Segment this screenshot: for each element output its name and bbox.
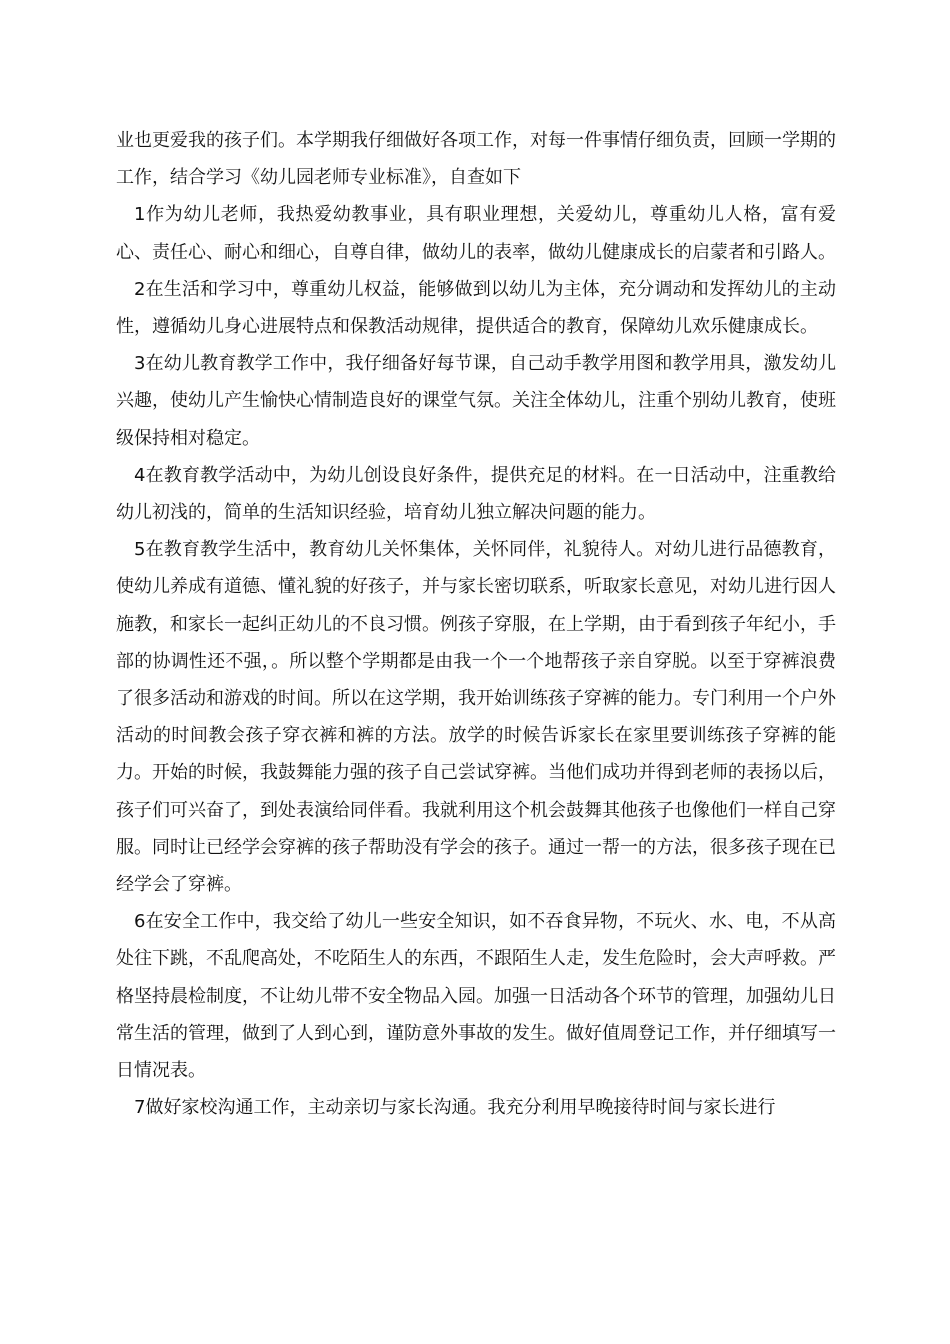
paragraph-continuation: 业也更爱我的孩子们。本学期我仔细做好各项工作，对每一件事情仔细负责，回顾一学期的工作，结合学习《幼儿园老师专业标准》，自查如下 <box>116 130 836 189</box>
paragraph-item-1: 1作为幼儿老师，我热爱幼教事业，具有职业理想，关爱幼儿，尊重幼儿人格，富有爱心、责任心、耐心和细心，自尊自律，做幼儿的表率，做幼儿健康成长的启蒙者和引路人。 <box>116 204 836 263</box>
paragraph-item-4: 4在教育教学活动中，为幼儿创设良好条件，提供充足的材料。在一日活动中，注重教给幼儿初浅的，简单的生活知识经验，培育幼儿独立解决问题的能力。 <box>116 464 836 524</box>
paragraph-item-3: 3在幼儿教育教学工作中，我仔细备好每节课，自己动手教学用图和教学用具，激发幼儿兴趣，使幼儿产生愉快心情制造良好的课堂气氛。关注全体幼儿，注重个别幼儿教育，使班级保持相对稳定。 <box>116 353 836 449</box>
paragraph-item-6: 6在安全工作中，我交给了幼儿一些安全知识，如不吞食异物，不玩火、水、电，不从高处往下跳，不乱爬高处，不吃陌生人的东西，不跟陌生人走，发生危险时，会大声呼救。严格坚持晨检制度，不让幼儿带不安全物品入园。加强一日活动各个环节的管理，加强幼儿日常生活的管理，做到了人到心到，谨防意外事故的发生。做好值周登记工作，并仔细填写一日情况表。 <box>116 911 836 1082</box>
paragraph-item-2: 2在生活和学习中，尊重幼儿权益，能够做到以幼儿为主体，充分调动和发挥幼儿的主动性，遵循幼儿身心进展特点和保教活动规律，提供适合的教育，保障幼儿欢乐健康成长。 <box>116 278 836 338</box>
document-body <box>116 122 836 1126</box>
paragraph-item-7: 7做好家校沟通工作，主动亲切与家长沟通。我充分利用早晚接待时间与家长进行 <box>134 1097 776 1119</box>
paragraph-item-5: 5在教育教学生活中，教育幼儿关怀集体，关怀同伴，礼貌待人。对幼儿进行品德教育，使幼儿养成有道德、懂礼貌的好孩子，并与家长密切联系，听取家长意见，对幼儿进行因人施教，和家长一起纠正幼儿的不良习惯。例孩子穿服，在上学期，由于看到孩子年纪小，手部的协调性还不强，。所以整个学期都是由我一个一个地帮孩子亲自穿脱。以至于穿裤浪费了很多活动和游戏的时间。所以在这学期，我开始训练孩子穿裤的能力。专门利用一个户外活动的时间教会孩子穿衣裤和裤的方法。放学的时候告诉家长在家里要训练孩子穿裤的能力。开始的时候，我鼓舞能力强的孩子自己尝试穿裤。当他们成功并得到老师的表扬以后，孩子们可兴奋了，到处表演给同伴看。我就利用这个机会鼓舞其他孩子也像他们一样自己穿服。同时让已经学会穿裤的孩子帮助没有学会的孩子。通过一帮一的方法，很多孩子现在已经学会了穿裤。 <box>116 539 836 896</box>
